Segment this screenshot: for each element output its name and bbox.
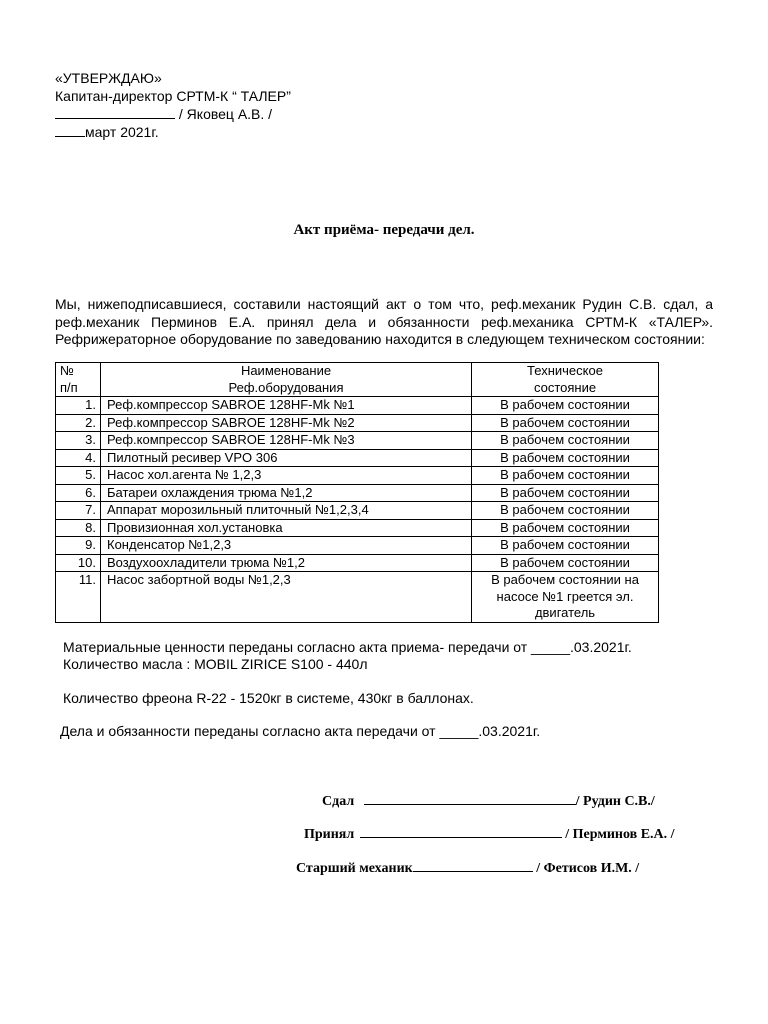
- table-row: [56, 432, 659, 450]
- approval-date: март 2021г.: [85, 124, 159, 140]
- table-row: [56, 519, 659, 537]
- signature-handed-label: Сдал: [322, 794, 355, 809]
- signature-chief-name: / Фетисов И.М. /: [536, 861, 640, 876]
- row-state: В рабочем состоянии: [472, 554, 659, 572]
- row-equipment-name: Реф.компрессор SABROE 128HF-Mk №2: [101, 414, 472, 432]
- row-state: В рабочем состоянии: [472, 537, 659, 555]
- intro-line-1: Мы, нижеподписавшиеся, составили настоящий акт о том что, реф.механик Рудин С.В. сдал, а: [55, 296, 713, 312]
- table-row: [56, 397, 659, 415]
- freon-note: Количество фреона R-22 - 1520кг в системе, 430кг в баллонах.: [63, 690, 474, 706]
- table-row: [56, 449, 659, 467]
- row-state-line2: насосе №1 греется эл.: [496, 588, 634, 604]
- row-equipment-name: Реф.компрессор SABROE 128HF-Mk №1: [101, 397, 472, 415]
- date-blank: [55, 123, 85, 137]
- table-row: [56, 414, 659, 432]
- header-number-line2: п/п: [60, 379, 78, 395]
- table-row: [56, 502, 659, 520]
- row-number: 6.: [56, 484, 101, 502]
- row-number: 11.: [56, 572, 101, 623]
- header-name: [101, 363, 472, 397]
- materials-note: Материальные ценности переданы согласно акта приема- передачи от _____.03.2021г.: [63, 639, 632, 655]
- table-header-row: [56, 363, 659, 397]
- row-number: 9.: [56, 537, 101, 555]
- header-state-line1: Техническое: [527, 363, 603, 378]
- row-state: В рабочем состоянии: [472, 484, 659, 502]
- row-state: В рабочем состоянии: [472, 432, 659, 450]
- row-state: В рабочем состоянии: [472, 502, 659, 520]
- row-state: В рабочем состоянии: [472, 449, 659, 467]
- duties-note: Дела и обязанности переданы согласно акта передачи от _____.03.2021г.: [60, 723, 541, 739]
- approval-signature-line: [55, 105, 291, 123]
- signature-handed-name: / Рудин С.В./: [575, 794, 655, 809]
- approval-signature-name: / Яковец А.В. /: [178, 106, 273, 122]
- header-state: [472, 363, 659, 397]
- row-state: [472, 572, 659, 623]
- signature-chief-blank: [413, 858, 533, 872]
- signature-chief-label: Старший механик: [296, 861, 413, 876]
- header-number: [56, 363, 101, 397]
- table-row: [56, 484, 659, 502]
- row-number: 3.: [56, 432, 101, 450]
- row-state: В рабочем состоянии: [472, 467, 659, 485]
- row-number: 5.: [56, 467, 101, 485]
- intro-line-3: Рефрижераторное оборудование по заведованию находится в следующем техническом состоянии:: [55, 331, 705, 347]
- signature-handed: [322, 791, 655, 810]
- row-equipment-name: Аппарат морозильный плиточный №1,2,3,4: [101, 502, 472, 520]
- intro-paragraph: [55, 296, 713, 349]
- header-name-line2: Реф.оборудования: [228, 379, 344, 395]
- table-row: [56, 537, 659, 555]
- document-title: Акт приёма- передачи дел.: [293, 222, 475, 238]
- row-equipment-name: Батареи охлаждения трюма №1,2: [101, 484, 472, 502]
- equipment-table: [55, 362, 659, 623]
- row-equipment-name: Воздухоохладители трюма №1,2: [101, 554, 472, 572]
- row-number: 10.: [56, 554, 101, 572]
- row-number: 8.: [56, 519, 101, 537]
- approval-date-line: [55, 123, 291, 141]
- row-equipment-name: Насос забортной воды №1,2,3: [101, 572, 472, 623]
- approval-block: [55, 69, 291, 141]
- signature-received: [304, 824, 675, 843]
- row-number: 7.: [56, 502, 101, 520]
- row-number: 2.: [56, 414, 101, 432]
- row-equipment-name: Провизионная хол.установка: [101, 519, 472, 537]
- row-state-line1: В рабочем состоянии на: [491, 572, 639, 587]
- signature-received-name: / Перминов Е.А. /: [565, 827, 675, 842]
- row-number: 4.: [56, 449, 101, 467]
- intro-line-2: реф.механик Перминов Е.А. принял дела и обязанности реф.механика СРТМ-К «ТАЛЕР».: [55, 313, 713, 330]
- table-row: [56, 467, 659, 485]
- table-row: [56, 572, 659, 623]
- oil-note: Количество масла : MOBIL ZIRICE S100 - 440л: [63, 656, 368, 672]
- signature-received-blank: [360, 824, 562, 838]
- row-state: В рабочем состоянии: [472, 397, 659, 415]
- row-number: 1.: [56, 397, 101, 415]
- header-name-line1: Наименование: [240, 363, 332, 378]
- signature-received-label: Принял: [304, 827, 355, 842]
- signature-handed-blank: [364, 791, 576, 805]
- row-equipment-name: Насос хол.агента № 1,2,3: [101, 467, 472, 485]
- row-equipment-name: Пилотный ресивер VPO 306: [101, 449, 472, 467]
- table-row: [56, 554, 659, 572]
- signature-blank: [55, 105, 175, 119]
- signature-chief: [296, 858, 639, 877]
- row-equipment-name: Конденсатор №1,2,3: [101, 537, 472, 555]
- row-state-line3: двигатель: [534, 605, 596, 620]
- approval-stamp: «УТВЕРЖДАЮ»: [55, 70, 162, 86]
- row-state: В рабочем состоянии: [472, 414, 659, 432]
- row-equipment-name: Реф.компрессор SABROE 128HF-Mk №3: [101, 432, 472, 450]
- approval-position: Капитан-директор СРТМ-К “ ТАЛЕР”: [55, 88, 291, 104]
- header-number-line1: №: [60, 363, 74, 378]
- row-state: В рабочем состоянии: [472, 519, 659, 537]
- header-state-line2: состояние: [533, 379, 597, 395]
